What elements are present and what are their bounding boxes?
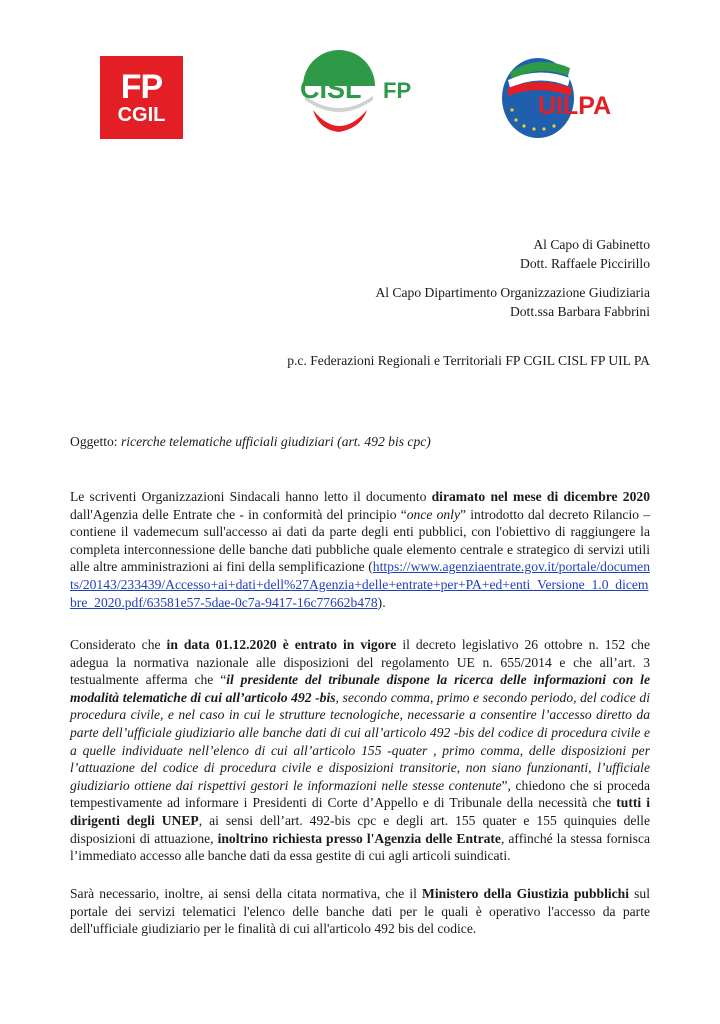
cisl-logo-text: CISL <box>300 74 362 104</box>
fp-cgil-logo-cgil: CGIL <box>117 103 166 126</box>
p2-text-4: , ai sensi dell’art. 492-bis cpc e degli art. 155 quater e 155 quinquies delle disposizioni di attuazione, <box>70 812 650 846</box>
addressee-gabinetto-name: Dott. Raffaele Piccirillo <box>520 256 650 271</box>
p1-bold-1: diramato nel mese di dicembre 2020 <box>431 489 650 504</box>
p1-text-4: ). <box>377 594 386 610</box>
addressee-dipartimento-name: Dott.ssa Barbara Fabbrini <box>509 304 650 319</box>
p3-bold-1: Ministero della Giustizia pubblichi <box>422 886 630 901</box>
p2-bold-3: inoltrino richiesta presso l'Agenzia delle Entrate <box>217 830 501 846</box>
subject-label: Oggetto: <box>70 434 118 449</box>
p3-text-2: sul portale dei servizi telematici l'elenco delle banche dati per le quali è operativo l'accesso da parte dell'ufficiale giudiziario per le finalità di cui all'articolo 492 bis del codice. <box>70 886 651 937</box>
paragraph-2 <box>70 636 650 865</box>
p1-italic-once-only: once only <box>406 506 460 522</box>
p2-bold-2: tutti i dirigenti degli UNEP <box>70 795 651 828</box>
p2-text-2: il decreto legislativo 26 ottobre n. 152 che adegua la normativa nazionale alle disposizioni del regolamento UE n. 655/2014 e che all’art. 3 testualmente afferma che “ <box>70 637 650 688</box>
fp-cgil-logo <box>100 56 183 139</box>
addressee-gabinetto <box>520 235 650 273</box>
p2-italic-quote: , secondo comma, primo e secondo periodo, del codice di procedura civile, e nel caso in cui le strutture tecnologiche, necessarie a consentire l’accesso diretto da parte dell’ufficiale giudiziario alle banche dati di cui all’articolo 492 -bis del codice di procedura civile e a quelle individuate nell’elenco di cui all’articolo 155 -quater , primo comma, delle disposizioni per l’attuazione del codice di procedura civile e disposizioni transitorie, non siano funzionanti, l’ufficiale giudiziario ottiene dai rispettivi gestori le informazioni nelle stesse contenute <box>70 689 650 793</box>
fp-cgil-logo-fp: FP <box>120 67 163 106</box>
cisl-fp-logo <box>295 50 430 138</box>
cc-line: p.c. Federazioni Regionali e Territoriali FP CGIL CISL FP UIL PA <box>287 353 650 368</box>
p2-bold-italic-1: il presidente del tribunale dispone la ricerca delle informazioni con le modalità telematiche di cui all’articolo 492 -bis <box>70 672 650 705</box>
paragraph-3 <box>70 885 650 938</box>
addressee-gabinetto-title: Al Capo di Gabinetto <box>533 237 650 252</box>
subject-line <box>70 434 431 450</box>
uilpa-logo <box>494 50 620 142</box>
cisl-logo-fp-text: FP <box>383 78 412 103</box>
paragraph-1 <box>70 488 650 611</box>
p2-text-1: Considerato che <box>70 637 167 652</box>
addressee-dipartimento <box>375 283 650 321</box>
uilpa-logo-text: UILPA <box>538 92 612 120</box>
p2-text-5: , affinché la stessa fornisca l’immediato accesso alle banche dati da essa gestite di cui agli articoli suindicati. <box>70 830 651 864</box>
subject-text: ricerche telematiche ufficiali giudiziari (art. 492 bis cpc) <box>117 434 431 449</box>
p1-text-3: ” introdotto dal decreto Rilancio – contiene il vademecum sull'accesso ai dati da parte degli enti pubblici, con l'obiettivo di raggiungere la completa interconnessione delle banche dati pubbliche quale elemento centrale e strategico di servizi utili alle altre amministrazioni ai fini della semplificazione ( <box>70 506 650 575</box>
agenzia-entrate-link[interactable]: https://www.agenziaentrate.gov.it/portale/documents/20143/233439/Accesso+ai+dati+dell%27Agenzia+delle+entrate+per+PA+ed+enti_Versione_1.0_dicembre_2020.pdf/63581e57-5dae-0c7a-9417-16c77662b478 <box>70 559 650 610</box>
p3-text-1: Sarà necessario, inoltre, ai sensi della citata normativa, che il <box>70 886 423 901</box>
p1-text-1: Le scriventi Organizzazioni Sindacali hanno letto il documento <box>70 489 432 504</box>
p1-text-2: dall'Agenzia delle Entrate che - in conformità del principio “ <box>70 506 407 522</box>
p2-bold-1: in data 01.12.2020 è entrato in vigore <box>166 637 397 652</box>
addressee-dipartimento-title: Al Capo Dipartimento Organizzazione Giudiziaria <box>375 285 650 300</box>
p2-text-3: ”, chiedono che si proceda tempestivamente ad informare i Presidenti di Corte d’Appello e di Tribunale della necessità che <box>70 777 650 811</box>
